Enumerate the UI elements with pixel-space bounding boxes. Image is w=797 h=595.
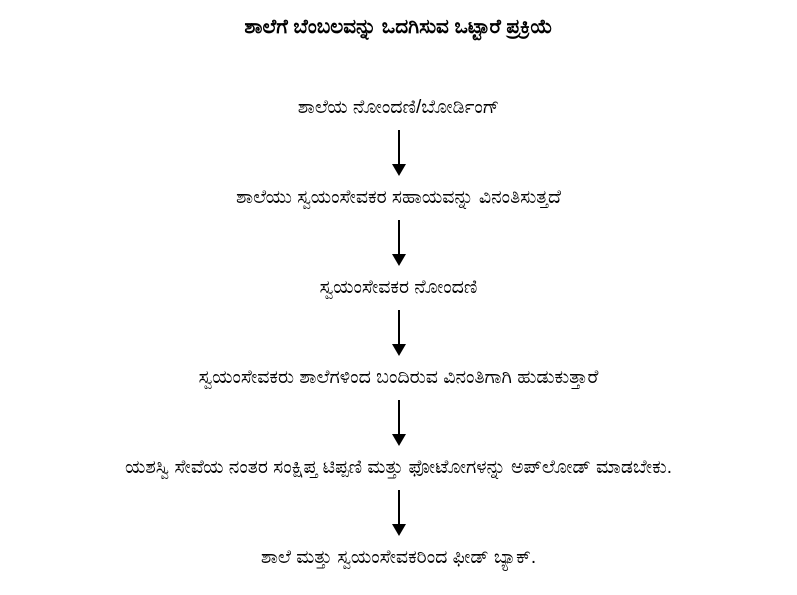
arrow-head bbox=[392, 434, 406, 446]
arrow-head bbox=[392, 254, 406, 266]
down-arrow-icon bbox=[392, 130, 406, 176]
arrow-shaft bbox=[398, 130, 400, 164]
page-title: ಶಾಲೆಗೆ ಬೆಂಬಲವನ್ನು ಒದಗಿಸುವ ಒಟ್ಟಾರೆ ಪ್ರಕ್ರಿಯೆ bbox=[244, 16, 553, 38]
down-arrow-icon bbox=[392, 400, 406, 446]
arrow-shaft bbox=[398, 490, 400, 524]
down-arrow-icon bbox=[392, 310, 406, 356]
arrow-shaft bbox=[398, 310, 400, 344]
flowchart bbox=[0, 93, 797, 573]
arrow-shaft bbox=[398, 220, 400, 254]
flow-step-upload-note-photos: ಯಶಸ್ವಿ ಸೇವೆಯ ನಂತರ ಸಂಕ್ಷಿಪ್ತ ಟಿಪ್ಪಣಿ ಮತ್ತು ಫೋಟೋಗಳನ್ನು ಅಪ್‌ಲೋಡ್ ಮಾಡಬೇಕು. bbox=[124, 457, 673, 478]
arrow-head bbox=[392, 524, 406, 536]
flow-step-volunteer-registration: ಸ್ವಯಂಸೇವಕರ ನೋಂದಣಿ bbox=[319, 277, 478, 298]
flow-step-school-requests-help: ಶಾಲೆಯು ಸ್ವಯಂಸೇವಕರ ಸಹಾಯವನ್ನು ವಿನಂತಿಸುತ್ತದೆ bbox=[235, 187, 562, 208]
flow-step-feedback: ಶಾಲೆ ಮತ್ತು ಸ್ವಯಂಸೇವಕರಿಂದ ಫೀಡ್ ಬ್ಯಾಕ್. bbox=[260, 547, 537, 568]
arrow-head bbox=[392, 344, 406, 356]
down-arrow-icon bbox=[392, 220, 406, 266]
arrow-shaft bbox=[398, 400, 400, 434]
flow-step-school-registration: ಶಾಲೆಯ ನೋಂದಣಿ/ಬೋರ್ಡಿಂಗ್ bbox=[297, 97, 500, 118]
arrow-head bbox=[392, 164, 406, 176]
flow-step-volunteers-search-requests: ಸ್ವಯಂಸೇವಕರು ಶಾಲೆಗಳಿಂದ ಬಂದಿರುವ ವಿನಂತಿಗಾಗಿ ಹುಡುಕುತ್ತಾರೆ bbox=[198, 367, 599, 388]
down-arrow-icon bbox=[392, 490, 406, 536]
